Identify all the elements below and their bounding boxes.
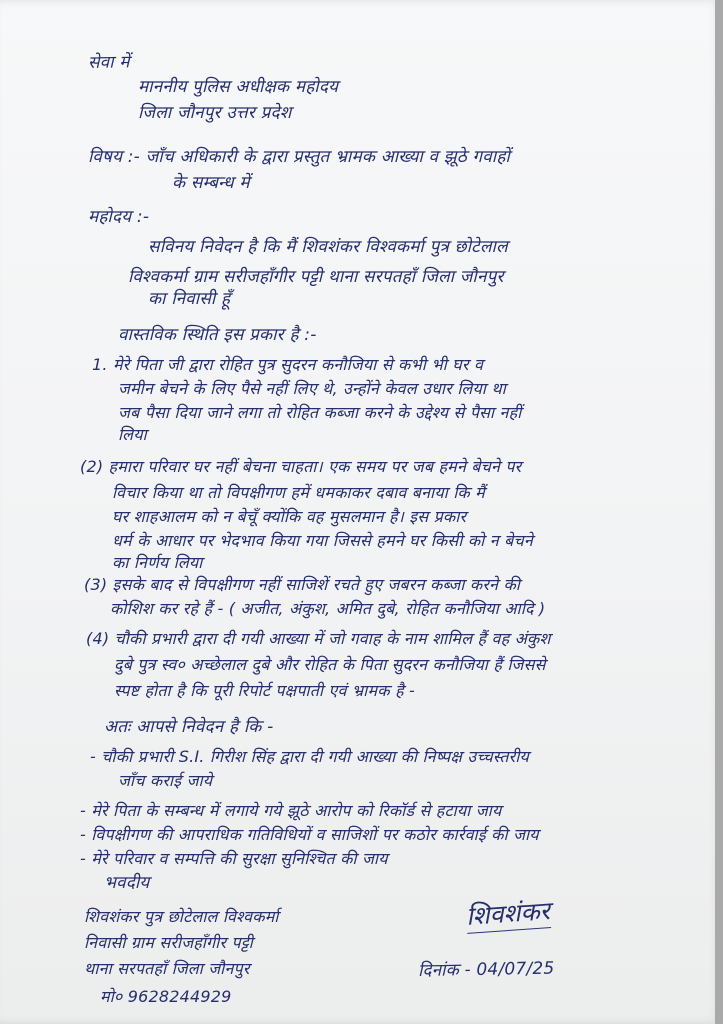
- intro-line-3: का निवासी हूँ: [148, 289, 231, 309]
- point-1-line-1: 1. मेरे पिता जी द्वारा रोहित पुत्र सुदरन कनौजिया से कभी भी घर व: [92, 355, 484, 374]
- signature-text: शिवशंकर: [465, 893, 551, 934]
- point-2-line-3: घर शाहआलम को न बेचूँ क्योंकि वह मुसलमान है। इस प्रकार: [112, 507, 467, 526]
- point-3-line-2: कोशिश कर रहे हैं - ( अजीत, अंकुश, अमित दुबे, रोहित कनौजिया आदि ): [110, 599, 546, 618]
- request-4: - मेरे परिवार व सम्पत्ति की सुरक्षा सुनिश्चित की जाय: [80, 849, 388, 868]
- addressee-title: माननीय पुलिस अधीक्षक महोदय: [138, 77, 339, 97]
- request-1-line-2: जाँच कराई जाये: [118, 771, 213, 790]
- point-4-line-1: (4) चौकी प्रभारी द्वारा दी गयी आख्या में जो गवाह के नाम शामिल हैं वह अंकुश: [86, 629, 551, 648]
- salutation: महोदय :-: [88, 207, 150, 227]
- point-3-line-1: (3) इसके बाद से विपक्षीगण नहीं साजिशें रचते हुए जबरन कब्जा करने की: [84, 575, 521, 594]
- closing: भवदीय: [104, 873, 150, 893]
- addressee-district: जिला जौनपुर उत्तर प्रदेश: [138, 103, 292, 123]
- date-line: दिनांक - 04/07/25: [417, 958, 555, 981]
- to-line: सेवा में: [87, 52, 130, 73]
- point-4-line-2: दुबे पुत्र स्व० अच्छेलाल दुबे और रोहित के पिता सुदरन कनौजिया हैं जिससे: [114, 655, 546, 674]
- status-heading: वास्तविक स्थिति इस प्रकार है :-: [118, 325, 317, 345]
- point-2-line-5: का निर्णय लिया: [112, 553, 203, 572]
- request-3: - विपक्षीगण की आपराधिक गतिविधियों व साजिशों पर कठोर कार्रवाई की जाय: [80, 825, 539, 844]
- sender-line-3: थाना सरपतहाँ जिला जौनपुर: [84, 959, 250, 978]
- subject-line-2: के सम्बन्ध में: [172, 173, 250, 193]
- sender-line-2: निवासी ग्राम सरीजहाँगीर पट्टी: [84, 933, 253, 952]
- point-2-line-4: धर्म के आधार पर भेदभाव किया गया जिससे हमने घर किसी को न बेचने: [112, 531, 533, 550]
- sender-line-1: शिवशंकर पुत्र छोटेलाल विश्वकर्मा: [84, 907, 279, 926]
- request-2: - मेरे पिता के सम्बन्ध में लगाये गये झूठे आरोप को रिकॉर्ड से हटाया जाय: [80, 801, 502, 820]
- sender-phone: मो० 9628244929: [100, 987, 232, 1006]
- point-2-line-2: विचार किया था तो विपक्षीगण हमें धमकाकर दबाव बनाया कि मैं: [112, 483, 485, 502]
- request-heading: अतः आपसे निवेदन है कि -: [104, 717, 274, 737]
- handwritten-signature: [465, 893, 551, 934]
- subject-line-1: विषय :- जाँच अधिकारी के द्वारा प्रस्तुत भ्रामक आख्या व झूठे गवाहों: [88, 147, 510, 167]
- point-1-line-2: जमीन बेचने के लिए पैसे नहीं लिए थे, उन्होंने केवल उधार लिया था: [118, 379, 506, 398]
- request-1-line-1: - चौकी प्रभारी S.I. गिरीश सिंह द्वारा दी गयी आख्या की निष्पक्ष उच्चस्तरीय: [90, 747, 530, 766]
- point-1-line-4: लिया: [118, 425, 147, 444]
- point-4-line-3: स्पष्ट होता है कि पूरी रिपोर्ट पक्षपाती एवं भ्रामक है -: [114, 681, 416, 700]
- point-2-line-1: (2) हमारा परिवार घर नहीं बेचना चाहता। एक समय पर जब हमने बेचने पर: [80, 457, 522, 476]
- point-1-line-3: जब पैसा दिया जाने लगा तो रोहित कब्जा करने के उद्देश्य से पैसा नहीं: [118, 403, 522, 422]
- intro-line-1: सविनय निवेदन है कि मैं शिवशंकर विश्वकर्मा पुत्र छोटेलाल: [148, 237, 508, 257]
- intro-line-2: विश्वकर्मा ग्राम सरीजहाँगीर पट्टी थाना सरपतहाँ जिला जौनपुर: [128, 267, 504, 287]
